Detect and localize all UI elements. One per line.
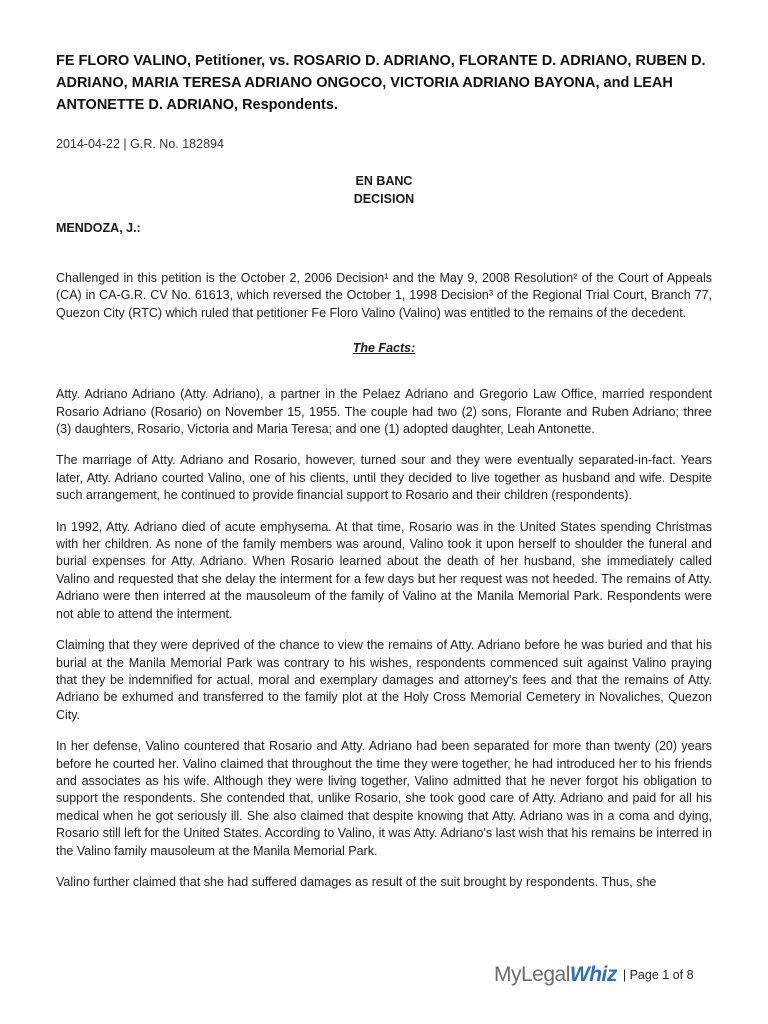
court-division: EN BANC — [355, 174, 413, 188]
case-date-and-number: 2014-04-22 | G.R. No. 182894 — [56, 137, 224, 151]
ponente: MENDOZA, J.: — [56, 221, 141, 235]
document-page — [56, 50, 712, 891]
intro-paragraph: Challenged in this petition is the October 2, 2006 Decision¹ and the May 9, 2008 Resolution² of the Court of Appeals (CA) in CA-G.R. CV No. 61613, which reversed the October 1, 1998 Decision³ of the Regional Trial Court, Branch 77, Quezon City (RTC) which ruled that petitioner Fe Floro Valino (Valino) was entitled to the remains of the decedent. — [56, 271, 712, 320]
page-number: | Page 1 of 8 — [622, 968, 694, 982]
body-paragraph: Valino further claimed that she had suffered damages as result of the suit brought by respondents. Thus, she — [56, 874, 657, 889]
body-paragraph: In 1992, Atty. Adriano died of acute emphysema. At that time, Rosario was in the United States spending Christmas with her children. As none of the family members was around, Valino took it upon herself to shoulder the funeral and burial expenses for Atty. Adriano. When Rosario learned about the death of her husband, she immediately called Valino and requested that she delay the interment for a few days but her request was not heeded. The remains of Atty. Adriano were then interred at the mausoleum of the family of Valino at the Manila Memorial Park. Respondents were not able to attend the interment. — [56, 519, 712, 621]
body-paragraph: Claiming that they were deprived of the chance to view the remains of Atty. Adriano before he was buried and that his burial at the Manila Memorial Park was contrary to his wishes, respondents commenced suit against Valino praying that they be indemnified for actual, moral and exemplary damages and attorney's fees and that the remains of Atty. Adriano be exhumed and transferred to the family plot at the Holy Cross Memorial Cemetery in Novaliches, Quezon City. — [56, 638, 712, 722]
body-paragraph: The marriage of Atty. Adriano and Rosario, however, turned sour and they were eventually separated-in-fact. Years later, Atty. Adriano courted Valino, one of his clients, until they decided to live together as husband and wife. Despite such arrangement, he continued to provide financial support to Rosario and their children (respondents). — [56, 453, 712, 503]
decision-label: DECISION — [353, 192, 415, 206]
body-paragraph: In her defense, Valino countered that Rosario and Atty. Adriano had been separated for more than twenty (20) years before he courted her. Valino claimed that throughout the time they were together, he had introduced her to his friends and associates as his wife. Although they were living together, Valino admitted that he never forgot his obligation to support the respondents. She contended that, unlike Rosario, she took good care of Atty. Adriano and paid for all his medical when he got seriously ill. She also claimed that despite knowing that Atty. Adriano was in a coma and dying, Rosario still left for the United States. According to Valino, it was Atty. Adriano's last wish that his remains be interred in the Valino family mausoleum at the Manila Memorial Park. — [56, 739, 712, 858]
body-paragraph: Atty. Adriano Adriano (Atty. Adriano), a partner in the Pelaez Adriano and Gregorio Law Office, married respondent Rosario Adriano (Rosario) on November 15, 1955. The couple had two (2) sons, Florante and Ruben Adriano; three (3) daughters, Rosario, Victoria and Maria Teresa; and one (1) adopted daughter, Leah Antonette. — [56, 387, 712, 437]
logo-text-mylegal: MyLegal — [494, 963, 570, 986]
case-title: FE FLORO VALINO, Petitioner, vs. ROSARIO D. ADRIANO, FLORANTE D. ADRIANO, RUBEN D. ADRIANO, MARIA TERESA ADRIANO ONGOCO, VICTORIA ADRIANO BAYONA, and LEAH ANTONETTE D. ADRIANO, Respondents. — [56, 53, 706, 113]
page-footer — [494, 960, 694, 990]
mylegalwhiz-logo — [494, 963, 617, 987]
logo-text-whiz: Whiz — [569, 963, 617, 986]
facts-heading: The Facts: — [352, 341, 416, 356]
